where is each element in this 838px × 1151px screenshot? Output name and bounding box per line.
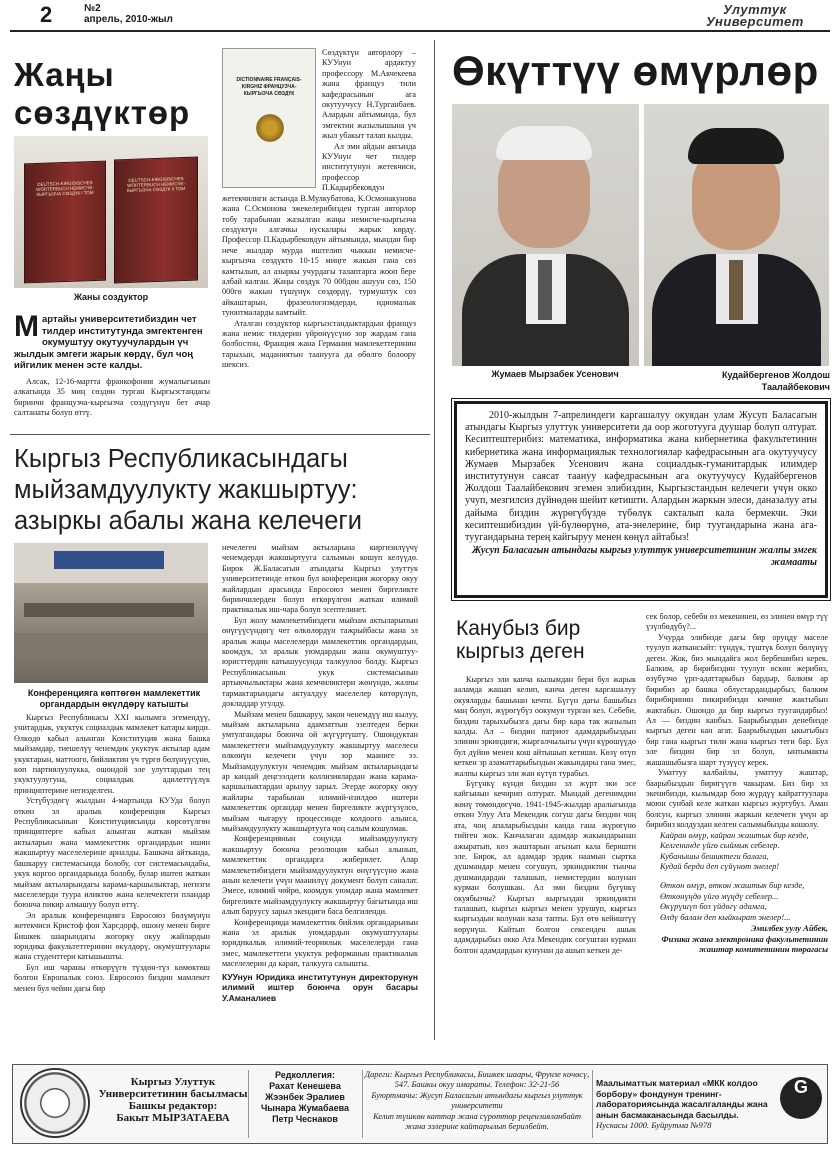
poem-stanza: Кайран өмүр, кайран жаштык бир кезде, Келгенинде үйгө сыймык себелер. Кубанышы бешиктеги балага, Кудай берди деп сүйүнөт энелер! — [660, 830, 809, 872]
books-photo: DEUTSCH-KIRGISISCHES WÖRTERBUCH НЕМИСЧЕ-КЫРГЫЗЧА СӨЗДҮК I ТОМ DEUTSCH-KIRGISISCHES WÖRTERBUCH НЕМИСЧЕ-КЫРГЫЗЧА СӨЗДҮК II ТОМ — [14, 136, 208, 288]
issue-date: апрель, 2010-жыл — [84, 14, 173, 25]
issue-number: №2 — [84, 3, 101, 14]
print-info: Маалыматтык материал «МКК колдоо борбору» фондунун тренинг-лабораториясында жасалгаланды жана анын басмаканасында басылды. Нускасы 1000. Буйрутма №978 — [596, 1078, 768, 1130]
editorial-board: Редколлегия: Рахат Кенешева Жээнбек Эралиев Чынара Жумабаева Петр Чеснаков — [260, 1070, 349, 1124]
condolence-signature: Жусуп Баласагын атындагы кыргыз улуттук университетинин жалпы эмгек жамааты — [472, 545, 817, 569]
article1-lead: Мартайы университетибиздин чет тилдер институтунда эмгектенген окумуштуу окутуучулардын үч жылдык эмгеги жарык көрдү, бул чоң ийгилик менен эсте калды. — [14, 310, 203, 371]
conference-photo-caption: Конференцияга көптөгөн мамлекеттик органдардын өкүлдөрү катышты — [27, 688, 201, 709]
header-rule — [10, 30, 830, 32]
footer-divider — [248, 1070, 249, 1138]
article2-column2: нечелеген мыйзам актыларына киргизилүүчү ченемдерди жакшыртууга салымын кошуп келүүдө. Бирок Ж.Баласагын атындагы Кыргыз улуттук университетинде өткөн бул конференция жогорку окуу жайлардын арасында Евросоюз менен биргеликте биринчилерден болуп өткөрүлгөн жаткан илимий практикалык иш-чара болуп эсептелинет. Бул жолу мамлекетибиздеги мыйзам актыларынын өнүгүүсүндөгү чет өлкөлөрдүн тажрыйбасы жана эл аралык жаңы маселелерди мамлекеттик органдардын, коомдук, эл аралык уюмдардын жана окумуштуу-юристтердин катышуусунда талкуулоо болду. Кыргыз Республикасынын укук системасынын артыкчылыктары жана кемчиликтери жөнүндө, жалпы тармактарындагы актуалдуу маселелер көтөрүлүп, докладдар угулду. Мыйзам менен башкаруу, закон ченемдүү иш кылуу, мыйзам актыларына адамзаттын эзелтеден берки умтулгандары боюнча ой жүгүртүштү. Ошондуктан мамлекеттеги мыйзамдуулукту жакшыртуу маселеси өлкөнүн келечеги үчүн зор мааниге ээ. Мыйзамдуулуктун ченемдик мыйзам актыларындагы ар кандай деңгээлдеги коллизиялардан жана карама-каршылыктардан арылуу зарыл. Эгерде жогорку окуу жайлары тарабынан илимий-изилдөө иштери мамлекеттик органдар менен биргеликте жүргүзүлсө, мыйзам чыгаруу процессинде колдоого алынса, мыйзамдуулукту жакшыртууга чоң салым кошулмак. Конференциянын соңунда мыйзамдуулукту жакшыртуу боюнча резолюция кабыл алынып, мамлекеттик органдарга жиберилет. Алар мамлекетибиздеги мыйзамдуулуктун өнүгүүсүнө жана анын келечеги үчүн маанилүү документ болуп саналат. Эмесе, илимий чөйрө, коомдук уюмдар жана мамлекет биргеликте мыйзамдуулукту жакшыртуу багытында иш алып баруусу зарыл экендиги баса белгиленди. Конференцияда мамлекеттик бийлик органдарынын жана эл аралык уюмдардын окумуштуулары юридикалык илимий-теориялык маселелерди гана эмес, мамлекеттеги укуктук реформанын практикалык маселелерин да карап, талкууга салышты. КУУнун Юридика институтунун директорунун илимий иштер боюнча орун басары У.Аманалиев — [222, 543, 418, 1003]
drop-cap: М — [14, 310, 39, 343]
article2-column1: Кыргыз Республикасы XXI кылымга эгемендүү, унитардык, укуктук социалдык мамлекет катары кирди. Өлкөдө кабыл алынган Конституция жана башка мыйзамдар, тиешелүү ченемдик укуктук актылар адам укуктарын, маттоого, бийликтин үч түргө бөлүнүүсүнө, көп партиялуулукка, ошондой эле улуттардын тең укуктуулугуна, социалдык адилеттүүлүк принциптерине негизделген. Устүбүздөгү жылдын 4-мартында КУУда болуп өткөн эл аралык конференция Кыргыз Республикасынын Конституциясында көрсөтүлгөн принциптерге кабыл алынган жаткан мыйзам актыларын жана мамлекеттик органдардын ишин жакшыртуу маселелерине арналды. Башкача айтканда, башкаруу системасында болобу, сот системасындабы, укук коргоо органдарында болобу, булар иштеп жаткан мыйзам актыларындагы карама-каршылыктар, негизги маселелерди туура иликтөө жана келечектеги пландар боюнча пикир алмашуу болуп өттү. Эл аралык конференцияга Евросоюз бөлүмүнүн жетекчиси Кристоф фон Харсдорф, ошону менен бирге Бишкек шаарындагы жогорку окуу жайлардын юридика факультеттеринин өкүлдөрү, окумуштуулары жана студенттери катышышты. Бул иш чараны өткөрүүгө түздөн-түз көмөктөш болгон Европалык союз. Евросоюз биздин мамлекет менен бул чейин дагы бир — [14, 713, 210, 993]
portrait-photo — [452, 104, 639, 366]
dictionary-cover-photo: DICTIONNAIRE FRANÇAIS-KIRGHIZ ФРАНЦУЗЧА-КЫРГЫЗЧА СӨЗДҮК — [222, 48, 322, 192]
article2-title: Кыргыз Республикасындагы мыйзамдуулукту жакшыртуу: азыркы абалы жана келечеги — [14, 445, 362, 535]
footer-divider — [362, 1070, 363, 1138]
newspaper-logo: Улуттук Университет — [706, 2, 804, 29]
footer-divider — [592, 1070, 593, 1138]
printer-logo-icon: G — [780, 1077, 822, 1119]
article4-column2: сек болор, себеби өз мекенинен, өз элинен өмүр түү үзүлбөдүбү?... Учурда элибизде дагы бир оруңду маселе туулуп жаткансыйт: түндүк, түштүк болуп бөлүнүү деген. Жок, биз мындайга жол бербешибиз керек. Балким, ар бирибиздин туулуп өскөн жерибиз, өзүбүзчө үрп-адаттарыбыз бардыр, балким ар бирибиз ар башка облустардандырбыз, балким бирибиринин пикирибизди кичине жактыбын жактабыз. Ошондо да бир кыргыз туугандарбыз! Ал — биздин канбыз. Баарыбыздын денебизде кыргыз деген кан агат. Баарыбыздын ыкыгыбыз бир гана кыргыз тили жана кыргыз теги бар. Бул эле биздин бир эл болуп, ынтымакты жашашыбызга шарт түзүүсү керек. Уматтуу калбайлы, уматтуу жаштар, баарыбыздын биригүүгө чакырам. Биз бир эл экенибизди, кылымдар бою жүрдүү кайраттуулара моюн сунбай келе жаткан кыргыз журтубуз. Аман болсун, кыргыз элинин жаркын келечеги үчүн ар бирибиз колдуздан келген салымыбызды кошолу. Кайран өмүр, кайран жаштык бир кезде, Келгенинде үйгө сыймык себелер. Кубанышы бешиктеги балага, Кудай берди деп сүйүнөт энелер! Өткөн өмүр, өткөн жаштык бир кезде, Өткөнүңдө үйгө мүңдү себелер... Өкүрүшүп боз үйдөгү адамга, Өлдү балам деп кыйкырат энелер!... Эмилбек уулу Айбек, Физика жана электроника факультетинин жаштар комитетинин төрагасы — [646, 612, 828, 955]
poem-stanza: Өткөн өмүр, өткөн жаштык бир кезде, Өткөнүңдө үйгө мүңдү себелер... Өкүрүшүп боз үйдөгү адамга, Өлдү балам деп кыйкырат энелер!... — [660, 880, 805, 922]
article1-column2: DICTIONNAIRE FRANÇAIS-KIRGHIZ ФРАНЦУЗЧА-КЫРГЫЗЧА СӨЗДҮК Сөздүктүн авторлору – КУУнун ардактуу профессору М.Акчекеева жана француз тили кафедрасынын ага окутуучусу Н.Турганбаев. Алардын айтымында, бул эмгектин жазылышына үч жыл убакыт талап кылды. Ал эми айдын аягында КУУнун чет тилдер институтунун жетекчиси, профессор П.Кадырбековдун жетекчилиги астында В.Мулкубатова, К.Осмонакунова жана С.Осмонова эжекелерибизден турган авторлор тобу тарабынан жазылган жаңы немисче-кыргызча сөздүктүн алгачкы нускалары жарык көрдү. Профессор П.Кадырбековдун айтымында, мындан бир нече жылдар мурда иштелип чыккан немисче-кыргызча сөздүктө 10-15 миңге жакын гана сөз камтылып, ал азыркы учурдагы талаптарга жооп бере албай калган. Жаңы сөздүк 70 000дөн ашуун сөз, 150 000гө жакын түшүнүк сөздөрдү, турмуштук сөз айкаштарын, фразеологизмдерди, идиомалык туюнтмаларды камтыйт. Аталган сөздүктөр кыргызстандыктардын француз жана немис тилдерин үйрөнүүсүнө зор жардам гана болбостон, Франция жана Германия мамлекеттеринин тарыхын, маданиятын таанууга да өбөлгө болоору шексиз. — [222, 48, 416, 370]
university-seal-icon — [20, 1068, 90, 1138]
conference-photo — [14, 543, 208, 683]
address-info: Дареги: Кыргыз Республикасы, Бишкек шаары, Фрунзе көчөсү, 547. Башкы окуу имараты. Телефон: 32-21-56 Буюртмачы: Жусуп Баласагын атындагы кыргыз улуттук университети Келип түшкөн каттар жана сүрөттөр рецензияланбайт жана ээлерине кайтарылып берилбейт. — [364, 1070, 590, 1132]
section-divider — [10, 434, 430, 435]
article1-title: Жаңы сөздүктөр — [14, 56, 191, 131]
condolence-box: 2010-жылдын 7-апрелиндеги каргашалуу окуядан улам Жусуп Баласагын атындагы Кыргыз улуттук университети да оор жоготууга дуушар болуп олтурат. Кесиптештерибиз: математика, информатика жана кибернетика факультетинин кибернетика жана информациялык технологиялар кафедрасынын ага окутуучусу Жумаев Мырзабек Усенович жана социалдык-гуманитардык илимдер институтунун саясат таануу кафедрасынын ага окутуучусу Кудайбергенов Жолдош Таалайбекович эгемен элибиздин, Кыргызстандын келечеги үчүн окко учуп, мезгилсиз дүйнөдөн шейит кетишти. Алардын жаркын элеси, даназалуу аты дайыма биздин жүрөгүбүздө түбөлүк сакталып кала бермекчи. Эки кесиптешибиздин үй-бүлөөрүнө, ата-энелерине, бир туугандарына жана ага-туугандарына терең кайгыруу менен көңүл айтабыз! Жусуп Баласагын атындагы кыргыз улуттук университетинин жалпы эмгек жамааты — [454, 401, 828, 598]
portrait-photo — [644, 104, 829, 366]
issue-info — [84, 3, 173, 25]
page-number: 2 — [40, 2, 53, 27]
portrait1-caption: Жумаев Мырзабек Усенович — [491, 369, 619, 379]
article4-title: Канубыз бир кыргыз деген — [456, 617, 585, 663]
portrait2-caption: Кудайбергенов Жолдош Таалайбекович — [721, 370, 830, 392]
article4-signature: Эмилбек уулу Айбек, Физика жана электроника факультетинин жаштар комитетинин төрагасы — [661, 923, 828, 955]
article4-column1: Кыргыз эли канча кылымдан бери бул жарык ааламда жашап келип, канча деген каргашалуу окуяларды башынан кечти. Бүгүн дагы башыбыз маң болуп, жүрөгүбүз оокумун турган кез. Себеби, биздин тарыхыбызга дагы бир кара так жазылып калды. Ал – биздин патриот адамдарыбыздын элинин эркиндиги, жыргалчылыгы үчүн күрөшүүдө бул дүйнө менен кош айтышып кетиши. Көзү өтүп кеткен эр азаматтарыбыздын жакындары гана эмес, жалпы кыргыз эли жан күтүп турабыз. Бүгүнкү күндө биздин эл жүрт эки эсе кайгынын кечирип олтурат. Мындай дегенимдин жөнү төмөндөгүчө. 1941-1945-жылдар аралыгында өткөн Улуу Ата Мекендик согуш дагы биздин чоң ата, чоң апаларыбыздын канда гана жүрөгүнө тийген жок. Канчалаган адамдар жакындарынан ажыратып, көз жаштарын агызып кала беришти эле. Бирок, ал адамдар эрдик наамын сыртка душмандар менен согушуп, эркиндиктин тынчы душмандардан талашып, немистердин колунан курман болушкан. Ал эми биздин бүгүнкү окуябызчы? Кыргыз кыргыздан эркиндикти талашып, кыргыз кыргыз менен урушуп, кыргыз кыргыздын колунан каза тапты. Бул өтө кейиштүү көрүнүш. Кайтып болгон сексенден ашык адамдарыбыз окко Ата Мекендик согуштан курман болгон адамдардын кунунан да ашып кеткен де- — [454, 675, 637, 955]
emblem-icon — [253, 113, 287, 143]
publisher-info: Кыргыз Улуттук Университетинин басылмасы Башкы редактор: Бакыт МЫРЗАТАЕВА — [98, 1076, 248, 1124]
column-divider — [434, 40, 435, 1040]
article1-paragraph: Алсак, 12-16-мартта франкофония жумалыгынын алкагында 35 миң сөздөн турган Кыргызстандагы биринчи французча-кыргызча сөздүгүнүн бет ачар салтанаты болуп өттү. — [14, 377, 210, 418]
article2-signature: КУУнун Юридика институтунун директорунун илимий иштер боюнча орун басары У.Аманалиев — [222, 971, 418, 1003]
books-photo-caption: Жаны создуктор — [73, 292, 149, 302]
article3-title: Өкүттүү өмүрлөр — [452, 47, 819, 94]
